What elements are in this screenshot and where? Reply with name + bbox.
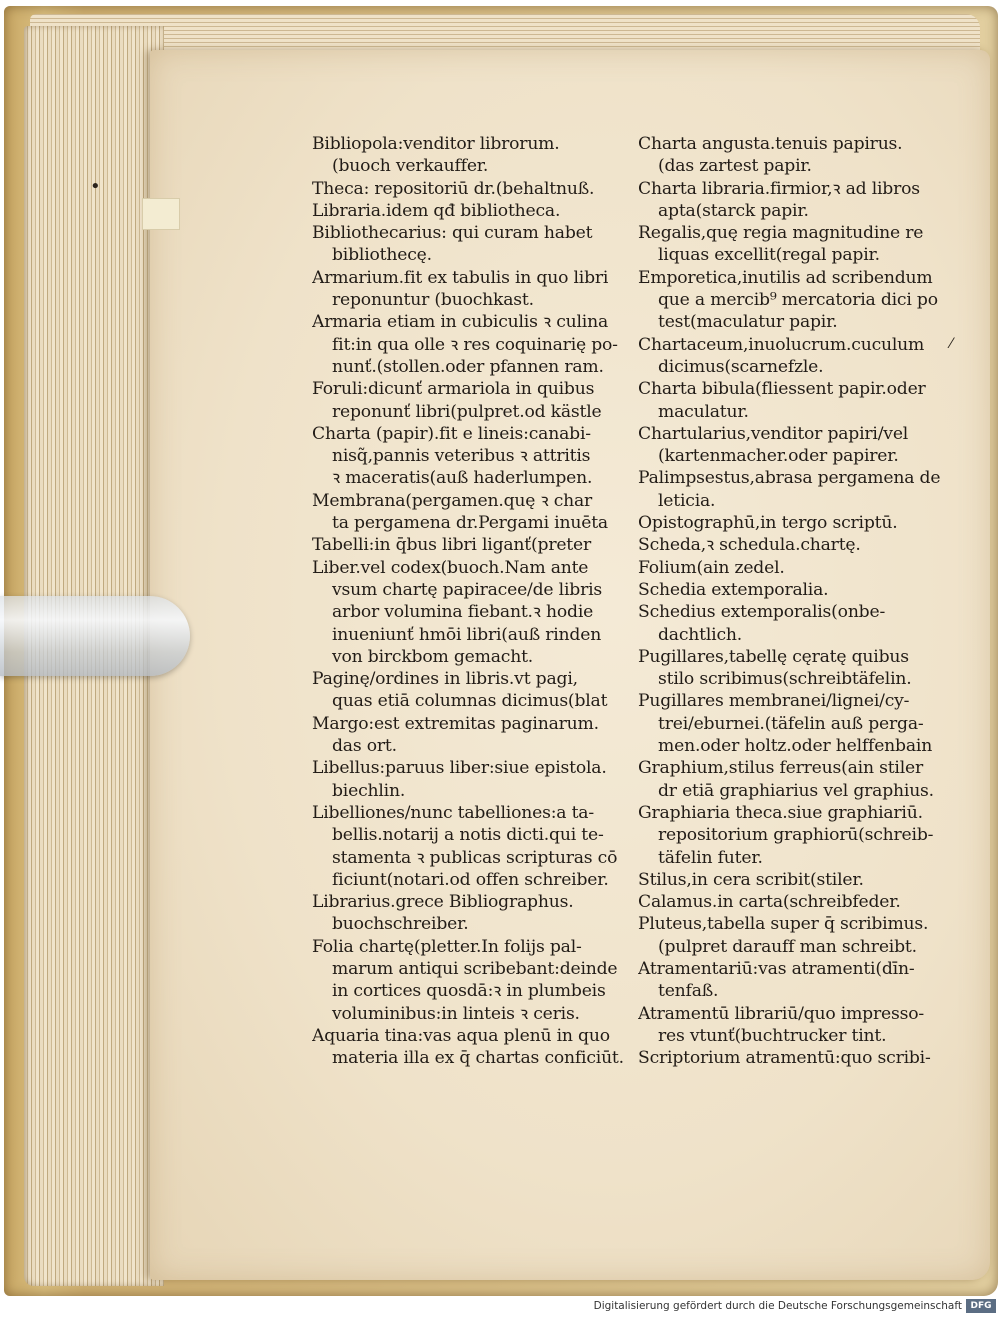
text-line: Folia chartę(pletter.In folijs pal-: [312, 936, 582, 957]
text-line: Pluteus,tabella super q̄ scribimus.: [638, 914, 929, 935]
text-line: Chartularius,venditor papiri/vel: [638, 423, 909, 444]
text-line: nisq̃,pannis veteribus ꝛ attritis: [332, 446, 591, 467]
text-line: Calamus.in carta(schreibfeder.: [638, 892, 901, 913]
text-line: Regalis,quę regia magnitudine re: [638, 223, 924, 244]
text-line: von birckbom gemacht.: [332, 646, 534, 667]
text-line: ta pergamena dr.Pergami inuēta: [332, 513, 608, 534]
text-line: Atramentariū:vas atramenti(dīn-: [638, 958, 915, 979]
text-line: Liber.vel codex(buoch.Nam ante: [312, 557, 589, 578]
text-line: Librarius.grece Bibliographus.: [312, 892, 574, 913]
text-line: (das zartest papir.: [658, 156, 812, 177]
text-line: Margo:est extremitas paginarum.: [312, 713, 599, 734]
text-line: stilo scribimus(schreibtäfelin.: [658, 669, 912, 690]
right-text-column: [638, 133, 960, 1069]
text-line: Schedia extemporalia.: [638, 579, 829, 600]
text-line: Bibliothecarius: qui curam habet: [312, 223, 593, 244]
text-line: (buoch verkauffer.: [332, 156, 489, 177]
text-line: materia illa ex q̄ chartas conficiūt.: [332, 1048, 624, 1069]
text-line: Bibliopola:venditor librorum.: [312, 134, 560, 154]
text-line: Libraria.idem qđ bibliotheca.: [312, 200, 561, 221]
text-line: Aquaria tina:vas aqua plenū in quo: [312, 1025, 610, 1046]
text-line: arbor volumina fiebant.ꝛ hodie: [332, 602, 594, 623]
text-line: tenfaß.: [658, 981, 719, 1002]
text-line: Theca: repositoriū dr.(behaltnuß.: [312, 178, 595, 199]
text-line: Charta bibula(fliessent papir.oder: [638, 379, 926, 400]
text-line: Stilus,in cera scribit(stiler.: [638, 869, 864, 890]
text-line: Chartaceum,inuolucrum.cuculum: [638, 334, 925, 355]
text-line: Scheda,ꝛ schedula.chartę.: [638, 535, 861, 556]
left-text-column: [312, 133, 630, 1069]
text-line: (pulpret darauff man schreibt.: [658, 936, 917, 957]
text-line: biechlin.: [332, 780, 406, 801]
text-line: Armaria etiam in cubiculis ꝛ culina: [312, 312, 608, 333]
text-line: inueniunť hmōi libri(auß rinden: [332, 624, 602, 645]
text-line: fit:in qua olle ꝛ res coquinarię po-: [332, 334, 618, 355]
text-line: stamenta ꝛ publicas scripturas cō: [332, 847, 618, 868]
text-line: Opistographū,in tergo scriptū.: [638, 513, 898, 534]
book-top-edge: [30, 14, 980, 54]
text-line: liquas excellit(regal papir.: [658, 245, 880, 266]
text-line: que a mercib⁹ mercatoria dici po: [658, 290, 938, 311]
text-line: repositorium graphiorū(schreib-: [658, 825, 934, 846]
text-line: Libellus:paruus liber:siue epistola.: [312, 758, 607, 779]
text-line: Membrana(pergamen.quę ꝛ char: [312, 490, 593, 511]
text-line: Pugillares,tabellę cęratę quibus: [638, 646, 909, 667]
text-line: trei/eburnei.(täfelin auß perga-: [658, 713, 924, 734]
text-line: dachtlich.: [658, 624, 743, 645]
text-line: quas etiā columnas dicimus(blat: [332, 691, 608, 712]
text-line: bibliothecę.: [332, 245, 432, 266]
text-line: Scriptorium atramentū:quo scribi-: [638, 1048, 931, 1069]
digitization-credit: Digitalisierung gefördert durch die Deutsche Forschungsgemeinschaft: [593, 1300, 962, 1312]
ink-dot-mark: •: [90, 176, 101, 197]
text-line: Palimpsestus,abrasa pergamena de: [638, 468, 941, 489]
text-line: Armarium.fit ex tabulis in quo libri: [312, 267, 609, 288]
text-line: voluminibus:in linteis ꝛ ceris.: [332, 1003, 580, 1024]
text-line: Schedius extemporalis(onbe-: [638, 602, 886, 623]
text-line: in cortices quosdā:ꝛ in plumbeis: [332, 981, 606, 1002]
text-line: nunť.(stollen.oder pfannen ram.: [332, 356, 604, 377]
text-line: leticia.: [658, 490, 716, 511]
text-line: buochschreiber.: [332, 914, 469, 935]
text-line: apta(starck papir.: [658, 200, 809, 221]
text-line: Pugillares membranei/lignei/cy-: [638, 691, 910, 712]
text-line: Libelliones/nunc tabelliones:a ta-: [312, 802, 594, 823]
text-line: Foruli:dicunť armariola in quibus: [312, 379, 595, 400]
text-line: ꝛ maceratis(auß haderlumpen.: [332, 468, 593, 489]
dfg-logo: DFG: [966, 1299, 996, 1313]
text-line: dr etiā graphiarius vel graphius.: [658, 780, 934, 801]
text-line: men.oder holtz.oder helffenbain: [658, 736, 933, 757]
glass-page-clip: [0, 596, 190, 676]
text-line: reponunť libri(pulpret.od kästle: [332, 401, 602, 422]
paper-slip: [142, 198, 180, 230]
text-line: test(maculatur papir.: [658, 312, 838, 333]
text-line: bellis.notarij a notis dicti.qui te-: [332, 825, 604, 846]
text-line: Graphiaria theca.siue graphiariū.: [638, 802, 923, 823]
text-line: vsum chartę papiracee/de libris: [332, 579, 603, 600]
text-line: (kartenmacher.oder papirer.: [658, 446, 899, 467]
text-line: res vtunť(buchtrucker tint.: [658, 1025, 887, 1046]
text-line: reponuntur (buochkast.: [332, 290, 534, 311]
text-line: Emporetica,inutilis ad scribendum: [638, 267, 933, 288]
text-line: maculatur.: [658, 401, 749, 422]
text-line: Charta libraria.firmior,ꝛ ad libros: [638, 178, 920, 199]
text-line: täfelin futer.: [658, 847, 763, 868]
text-line: Charta angusta.tenuis papirus.: [638, 134, 903, 154]
text-line: Tabelli:in q̄bus libri liganť(preter: [312, 535, 592, 556]
text-line: Graphium,stilus ferreus(ain stiler: [638, 758, 923, 779]
text-line: das ort.: [332, 736, 397, 757]
text-line: dicimus(scarnefzle.: [658, 356, 824, 377]
text-line: Paginę/ordines in libris.vt pagi,: [312, 669, 578, 690]
text-line: Folium(ain zedel.: [638, 557, 785, 578]
margin-mark: ⁄: [950, 336, 953, 352]
text-line: Atramentū librariū/quo impresso-: [638, 1003, 924, 1024]
text-line: marum antiqui scribebant:deinde: [332, 958, 618, 979]
text-line: ficiunt(notari.od offen schreiber.: [332, 869, 609, 890]
text-line: Charta (papir).fit e lineis:canabi-: [312, 423, 591, 444]
